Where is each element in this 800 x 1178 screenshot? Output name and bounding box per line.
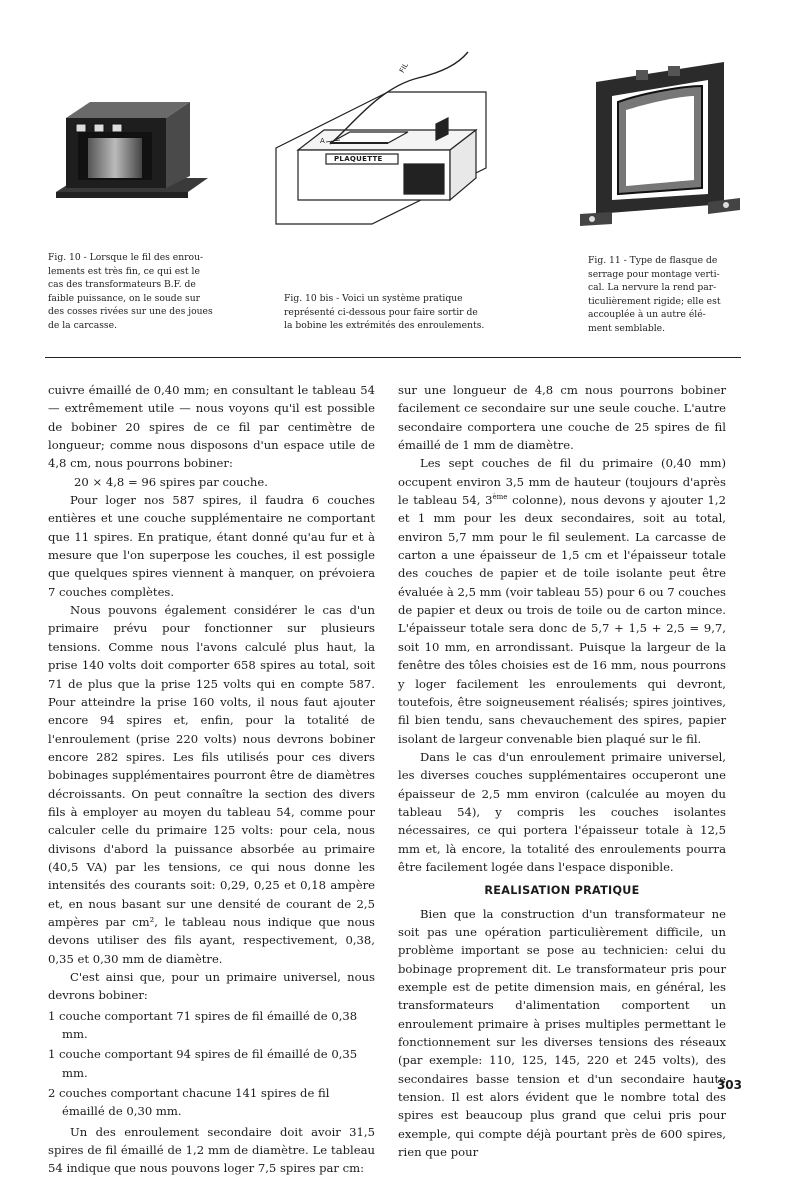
fig10bis-diagram (268, 48, 500, 248)
fig11-caption (588, 254, 748, 336)
paragraph: Un des enroulement secondaire doit avoir 31,5 spires de fil émaillé de 1,2 mm de diamètre. Le tableau 54 indique que nous pouvons loger 7,5 spires par cm: (48, 1124, 375, 1176)
fig11-caption-line: ment semblable. (588, 322, 666, 334)
text-span: Les sept couches de fil du primaire (0,40 mm) occupent environ 3,5 mm de hauteur (toujours d'après le tableau 54, 3 (398, 456, 726, 508)
text-span: colonne), nous devons y ajouter 1,2 et 1 mm pour les deux secondaires, soit au total, environ 5,7 mm pour le fil seulement. La carcasse de carton a une épaisseur de 1,5 cm et l'épaisseur totale des couches de papier et de toile isolante peut être évaluée à 2,5 mm (voir tableau 55) pour 6 ou 7 couches de papier et deux ou trois de toile ou de carton mince. L'épaisseur totale sera donc de 5,7 + 1,5 + 2,5 = 9,7, soit 10 mm, en arrondissant. Puisque la largeur de la fenêtre des tôles choisies est de 16 mm, nous pourrons y loger facilement les enroulements qui devront, toutefois, être soigneusement réalisés; spires jointives, fil bien tendu, sans chevauchement des spires, papier isolant de largeur convenable bien plaqué sur le fil. (398, 493, 726, 746)
list-item: 1 couche comportant 94 spires de fil émaillé de 0,35 mm. (48, 1047, 358, 1080)
fig10-transformer-illustration (48, 80, 218, 210)
fig10-caption-line: faible puissance, on le soude sur (48, 292, 201, 304)
fig10bis-caption-line: représenté ci-dessous pour faire sortir de (284, 306, 478, 318)
superscript: ème (492, 493, 508, 502)
fig10bis-caption (284, 292, 514, 333)
fig10bis-label-a: A (320, 137, 325, 145)
left-column (48, 381, 375, 1178)
fig11-caption-line: accouplée à un autre élé- (588, 309, 706, 321)
fig10bis-caption-line: Fig. 10 bis - Voici un système pratique (284, 293, 463, 304)
fig11-clamp-illustration (576, 54, 746, 229)
right-column (398, 381, 726, 1161)
paragraph: Dans le cas d'un enroulement primaire universel, les diverses couches supplémentaires occuperont une épaisseur de 2,5 mm environ (calculée au moyen du tableau 54), y compris les couches isolantes nécessaires, ce qui portera l'épaisseur totale à 12,5 mm et, là encore, la totalité des enroulements pourra être facilement logée dans l'espace disponible. (398, 749, 726, 874)
fig11-caption-line: cal. La nervure la rend par- (588, 282, 717, 294)
fig10bis-label-fil: FIL (398, 61, 410, 75)
fig10-caption-line: de la carcasse. (48, 319, 118, 331)
fig10-caption (48, 251, 233, 333)
paragraph: Pour loger nos 587 spires, il faudra 6 couches entières et une couche supplémentaire ne comportant que 11 spires. En pratique, étant donné qu'au fur et à mesure que l'on superpose les couches, il est possigle que quelques spires viennent à manquer, on prévoiera 7 couches complètes. (48, 493, 375, 599)
fig10-caption-line: lements est très fin, ce qui est le (48, 265, 200, 277)
fig11-caption-line: Fig. 11 - Type de flasque de (588, 255, 718, 266)
paragraph: Nous pouvons également considérer le cas d'un primaire prévu pour fonctionner sur plusieurs tensions. Comme nous l'avons calculé plus haut, la prise 140 volts doit comporter 658 spires au total, soit 71 de plus que la prise 125 volts qui en compte 587. Pour atteindre la prise 160 volts, il nous faut ajouter encore 94 spires et, enfin, pour la totalité de l'enroulement (prise 220 volts) nous devrons bobiner encore 282 spires. Les fils utilisés pour ces divers bobinages supplémentaires pourront être de diamètres décroissants. On peut connaître la section des divers fils à employer au moyen du tableau 54, comme pour calculer celle du primaire 125 volts: pour cela, nous divisons d'abord la puissance absorbée au primaire (40,5 VA) par les tensions, ce qui nous donne les intensités des courants soit: 0,29, 0,25 et 0,18 ampère et, en nous basant sur une densité de courant de 2,5 ampères par cm², le tableau nous indique que nous devons utiliser des fils ayant, respectivement, 0,38, 0,35 et 0,30 mm de diamètre. (48, 603, 375, 966)
fig11-caption-line: serrage pour montage verti- (588, 268, 720, 280)
fig10bis-caption-line: la bobine les extrémités des enroulements. (284, 320, 485, 332)
section-heading: REALISATION PRATIQUE (484, 884, 640, 898)
fig11-caption-line: ticulièrement rigide; elle est (588, 295, 721, 307)
list-item: 1 couche comportant 71 spires de fil émaillé de 0,38 mm. (48, 1008, 358, 1042)
paragraph: sur une longueur de 4,8 cm nous pourrons bobiner facilement ce secondaire sur une seule couche. L'autre secondaire comportera une couche de 25 spires de fil émaillé de 1 mm de diamètre. (398, 383, 726, 453)
paragraph: cuivre émaillé de 0,40 mm; en consultant le tableau 54 — extrêmement utile — nous voyons qu'il est possible de bobiner 20 spires de ce fil par centimètre de longueur; comme nous disposons d'un espace utile de 4,8 cm, nous pourrons bobiner: (48, 383, 375, 471)
formula-line: 20 × 4,8 = 96 spires par couche. (74, 474, 268, 489)
list-item: 2 couches comportant chacune 141 spires de fil émaillé de 0,30 mm. (48, 1086, 330, 1119)
fig10bis-label-plaquette: PLAQUETTE (334, 155, 383, 163)
fig10-caption-line: cas des transformateurs B.F. de (48, 279, 196, 291)
header-divider (45, 357, 741, 358)
fig10-caption-line: Fig. 10 - Lorsque le fil des enrou- (48, 252, 204, 263)
paragraph: C'est ainsi que, pour un primaire universel, nous devrons bobiner: (48, 970, 375, 1003)
fig10-caption-line: des cosses rivées sur une des joues (48, 306, 213, 318)
paragraph (398, 454, 726, 748)
paragraph: Bien que la construction d'un transformateur ne soit pas une opération particulièrement difficile, un problème important se pose au technicien: celui du bobinage proprement dit. Le transformateur pris pour exemple est de petite dimension mais, en général, les transformateurs d'alimentation comportent un enroulement primaire à prises multiples permettant le fonctionnement sur les diverses tensions des réseaux (par exemple: 110, 125, 145, 220 et 245 volts), des secondaires basse tension et d'un secondaire haute tension. Il est alors évident que le nombre total des spires est beaucoup plus grand que celui pris pour exemple, qui compte déjà pourtant près de 600 spires, rien que pour (398, 906, 726, 1160)
page-number: 303 (716, 1078, 742, 1092)
